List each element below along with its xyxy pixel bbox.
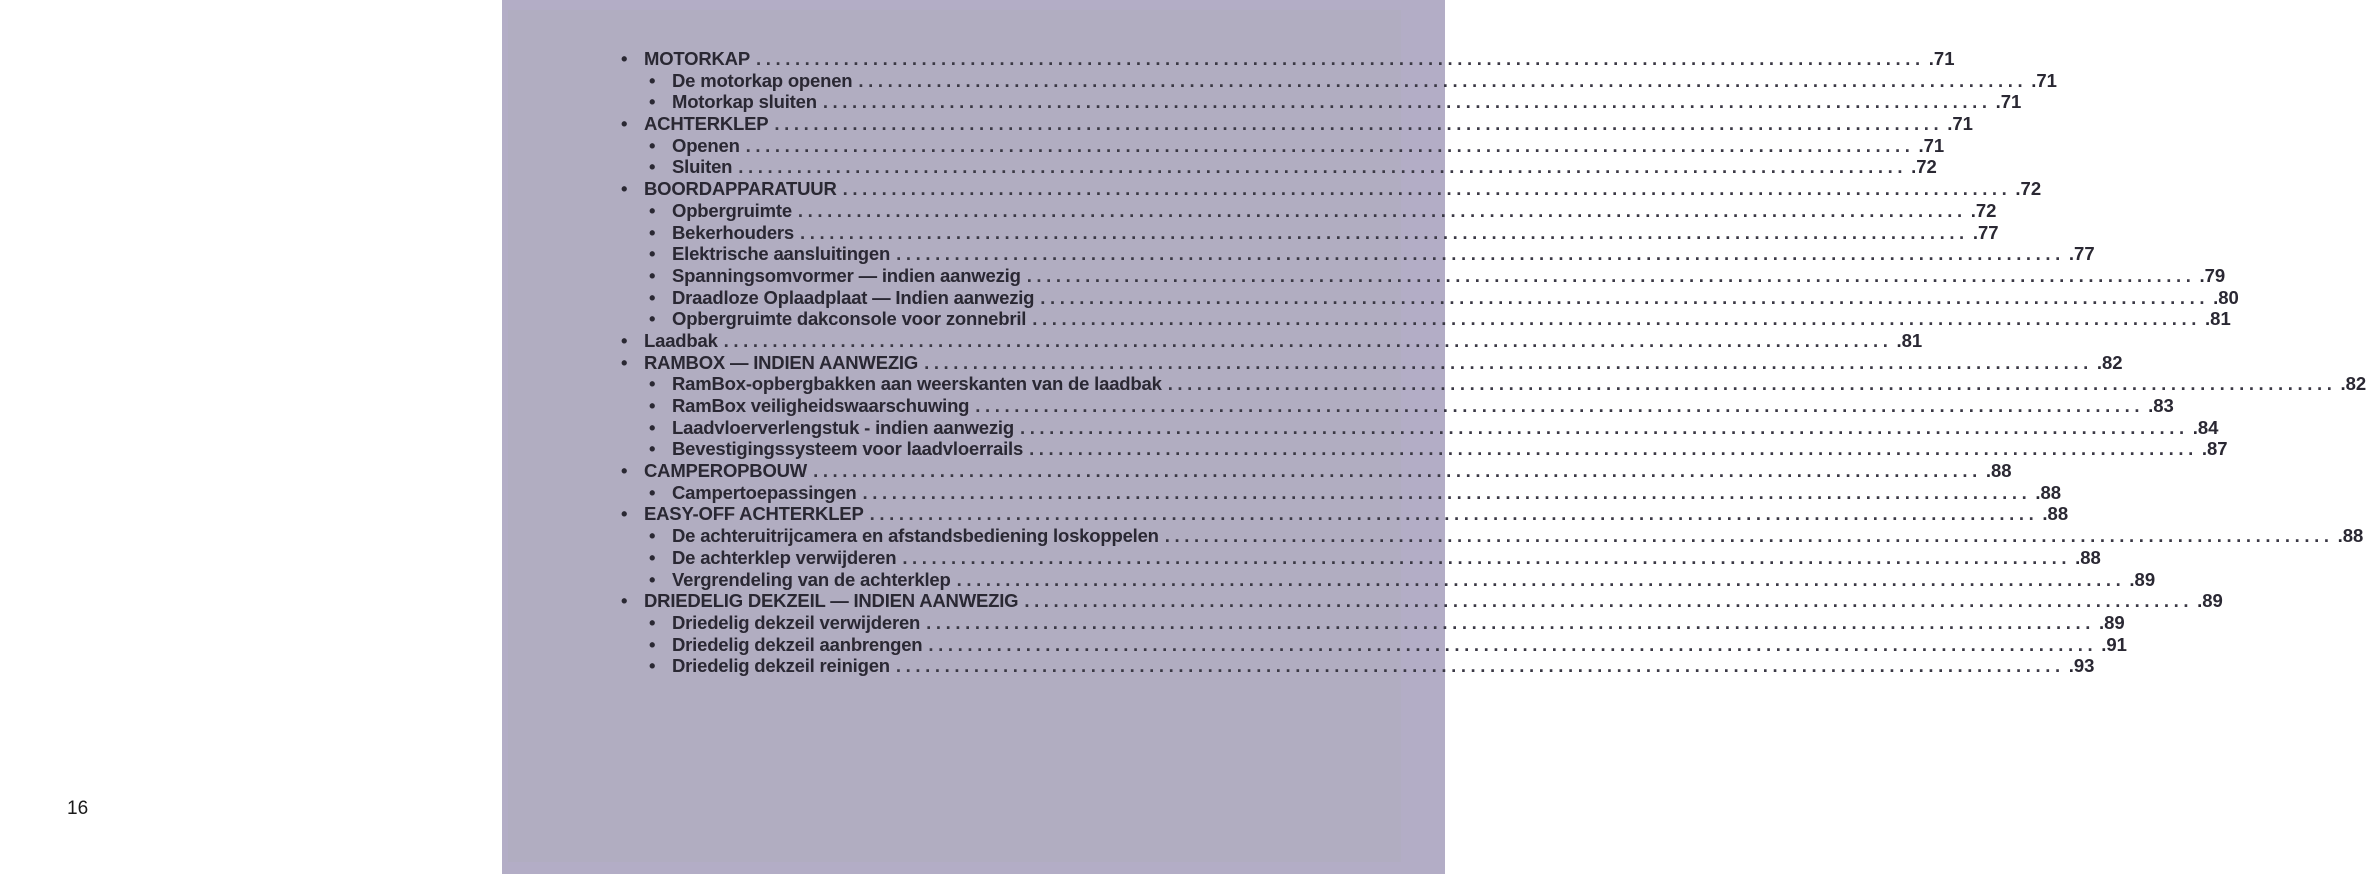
dot-leader: ........................................................................................................................ bbox=[774, 113, 1944, 135]
toc-subentry[interactable] bbox=[617, 481, 2062, 504]
dot-leader: ........................................................................................................................ bbox=[813, 460, 1982, 482]
toc-entry-title: Laadbak bbox=[644, 329, 718, 351]
toc-subentry[interactable] bbox=[617, 373, 2366, 395]
toc-entry-page: .88 bbox=[2035, 481, 2062, 503]
toc-entry-page: .71 bbox=[1918, 134, 1945, 156]
toc-entry-page: .80 bbox=[2213, 286, 2239, 308]
bullet-icon: • bbox=[649, 243, 656, 265]
toc-entry-title: Bevestigingssysteem voor laadvloerrails bbox=[672, 438, 1024, 460]
toc-entry-title: Driedelig dekzeil verwijderen bbox=[672, 611, 921, 633]
page-number: 16 bbox=[67, 798, 89, 819]
toc-entry-page: .82 bbox=[2340, 373, 2366, 395]
bullet-icon: • bbox=[649, 416, 656, 438]
toc-entry-page: .88 bbox=[2337, 525, 2364, 547]
toc-entry-title: DRIEDELIG DEKZEIL — INDIEN AANWEZIG bbox=[644, 590, 1019, 612]
toc-subentry[interactable] bbox=[617, 243, 2095, 265]
toc-entry-page: .91 bbox=[2101, 633, 2127, 655]
toc-subentry[interactable] bbox=[617, 633, 2127, 656]
toc-subentry[interactable] bbox=[617, 199, 1997, 222]
dot-leader: ........................................................................................................................ bbox=[723, 329, 1893, 351]
toc-entry-title: Driedelig dekzeil aanbrengen bbox=[672, 633, 923, 655]
bullet-icon: • bbox=[621, 329, 628, 351]
toc-entry-title: ACHTERKLEP bbox=[644, 113, 769, 135]
toc-subentry[interactable] bbox=[617, 546, 2101, 569]
toc-entry-title: Elektrische aansluitingen bbox=[672, 243, 891, 265]
bullet-icon: • bbox=[649, 568, 656, 590]
toc-entry-page: .87 bbox=[2201, 438, 2228, 460]
bullet-icon: • bbox=[649, 286, 656, 308]
toc-subentry[interactable] bbox=[617, 611, 2125, 634]
toc-entry-page: .71 bbox=[1928, 48, 1955, 69]
toc-entry[interactable] bbox=[617, 178, 2042, 200]
toc-entry-title: Vergrendeling van de achterklep bbox=[672, 568, 951, 590]
toc-entry-title: RAMBOX — INDIEN AANWEZIG bbox=[644, 351, 919, 373]
toc-entry-page: .82 bbox=[2096, 351, 2123, 373]
toc-subentry[interactable] bbox=[617, 655, 2095, 677]
bullet-icon: • bbox=[649, 199, 656, 221]
dot-leader: ........................................................................................................................ bbox=[822, 91, 1992, 113]
toc-subentry[interactable] bbox=[617, 568, 2156, 591]
bullet-icon: • bbox=[649, 221, 656, 243]
toc-entry-title: RamBox-opbergbakken aan weerskanten van de laadbak bbox=[672, 373, 1162, 395]
toc-entry-page: .89 bbox=[2129, 568, 2156, 590]
toc-entry[interactable] bbox=[617, 460, 2012, 482]
bullet-icon: • bbox=[649, 395, 656, 416]
toc-entry[interactable] bbox=[617, 329, 1923, 352]
toc-entry-title: Draadloze Oplaadplaat — Indien aanwezig bbox=[672, 286, 1035, 308]
toc-entry-title: Campertoepassingen bbox=[672, 481, 857, 503]
table-of-contents bbox=[617, 48, 2366, 677]
dot-leader: ........................................................................................................................ bbox=[738, 156, 1908, 178]
dot-leader: ........................................................................................................................ bbox=[1167, 373, 2337, 395]
toc-entry-page: .89 bbox=[2098, 611, 2125, 633]
toc-entry-title: Opbergruimte bbox=[672, 199, 792, 221]
toc-entry-title: Driedelig dekzeil reinigen bbox=[672, 655, 890, 677]
bullet-icon: • bbox=[649, 546, 656, 568]
toc-entry-page: .84 bbox=[2192, 416, 2219, 438]
toc-entry-page: .77 bbox=[2068, 243, 2095, 265]
bullet-icon: • bbox=[649, 91, 656, 113]
toc-entry-page: .71 bbox=[1947, 113, 1973, 135]
toc-entry-page: .93 bbox=[2068, 655, 2095, 677]
dot-leader: ........................................................................................................................ bbox=[895, 655, 2065, 677]
dot-leader: ........................................................................................................................ bbox=[1026, 264, 2196, 286]
toc-entry-page: .88 bbox=[1985, 460, 2012, 482]
toc-entry-title: BOORDAPPARATUUR bbox=[644, 178, 837, 200]
toc-entry-page: .72 bbox=[1911, 156, 1937, 178]
bullet-icon: • bbox=[621, 351, 628, 373]
dot-leader: ........................................................................................................................ bbox=[896, 243, 2065, 265]
toc-entry-title: EASY-OFF ACHTERKLEP bbox=[644, 503, 864, 525]
toc-entry-title: De achteruitrijcamera en afstandsbediening loskoppelen bbox=[672, 525, 1159, 547]
dot-leader: ........................................................................................................................ bbox=[1032, 308, 2202, 330]
toc-entry-page: .71 bbox=[1995, 91, 2022, 113]
dot-leader: ........................................................................................................................ bbox=[755, 48, 1925, 69]
bullet-icon: • bbox=[621, 113, 628, 135]
toc-entry-page: .89 bbox=[2197, 590, 2223, 612]
toc-subentry[interactable] bbox=[617, 69, 2057, 92]
bullet-icon: • bbox=[649, 264, 656, 286]
dot-leader: ........................................................................................................................ bbox=[745, 134, 1915, 156]
dot-leader: ........................................................................................................................ bbox=[1024, 590, 2194, 612]
bullet-icon: • bbox=[649, 134, 656, 156]
bullet-icon: • bbox=[621, 460, 628, 482]
dot-leader: ........................................................................................................................ bbox=[869, 503, 2039, 525]
toc-entry[interactable] bbox=[617, 503, 2069, 525]
toc-subentry[interactable] bbox=[617, 134, 1945, 157]
toc-entry[interactable] bbox=[617, 351, 2123, 374]
toc-subentry[interactable] bbox=[617, 308, 2231, 330]
toc-entry[interactable] bbox=[617, 590, 2223, 612]
toc-subentry[interactable] bbox=[617, 91, 2022, 113]
toc-entry-title: Spanningsomvormer — indien aanwezig bbox=[672, 264, 1021, 286]
toc-entry-page: .71 bbox=[2031, 69, 2057, 91]
toc-entry-page: .77 bbox=[1972, 221, 1999, 243]
toc-subentry[interactable] bbox=[617, 525, 2364, 547]
toc-subentry[interactable] bbox=[617, 438, 2228, 460]
bullet-icon: • bbox=[649, 438, 656, 460]
toc-entry-page: .81 bbox=[1896, 329, 1923, 351]
toc-subentry[interactable] bbox=[617, 221, 1999, 244]
toc-entry[interactable] bbox=[617, 48, 1955, 70]
dot-leader: ........................................................................................................................ bbox=[842, 178, 2012, 200]
dot-leader: ........................................................................................................................ bbox=[1029, 438, 2198, 460]
dot-leader: ........................................................................................................................ bbox=[1164, 525, 2334, 547]
toc-entry-title: De achterklep verwijderen bbox=[672, 546, 897, 568]
toc-entry-title: MOTORKAP bbox=[644, 48, 750, 69]
dot-leader: ........................................................................................................................ bbox=[797, 199, 1967, 221]
bullet-icon: • bbox=[649, 156, 656, 178]
toc-entry-title: RamBox veiligheidswaarschuwing bbox=[672, 395, 970, 416]
dot-leader: ........................................................................................................................ bbox=[924, 351, 2093, 373]
bullet-icon: • bbox=[621, 503, 628, 525]
toc-entry-title: CAMPEROPBOUW bbox=[644, 460, 808, 482]
bullet-icon: • bbox=[649, 481, 656, 503]
toc-entry-page: .88 bbox=[2075, 546, 2101, 568]
bullet-icon: • bbox=[621, 178, 628, 200]
toc-entry-title: Sluiten bbox=[672, 156, 733, 178]
toc-subentry[interactable] bbox=[617, 395, 2174, 417]
toc-subentry[interactable] bbox=[617, 416, 2219, 439]
scanned-toc-panel bbox=[502, 0, 2366, 874]
toc-entry-title: Opbergruimte dakconsole voor zonnebril bbox=[672, 308, 1027, 330]
toc-entry-title: Openen bbox=[672, 134, 740, 156]
toc-subentry[interactable] bbox=[617, 286, 2239, 309]
dot-leader: ........................................................................................................................ bbox=[800, 221, 1969, 243]
toc-entry-page: .72 bbox=[2015, 178, 2042, 200]
dot-leader: ........................................................................................................................ bbox=[1019, 416, 2189, 438]
dot-leader: ........................................................................................................................ bbox=[926, 611, 2095, 633]
toc-entry-page: .83 bbox=[2148, 395, 2174, 416]
toc-entry-title: Bekerhouders bbox=[672, 221, 795, 243]
toc-entry-page: .88 bbox=[2042, 503, 2069, 525]
dot-leader: ........................................................................................................................ bbox=[956, 568, 2126, 590]
bullet-icon: • bbox=[649, 525, 656, 547]
toc-entry-page: .72 bbox=[1970, 199, 1997, 221]
bullet-icon: • bbox=[621, 590, 628, 612]
toc-subentry[interactable] bbox=[617, 264, 2226, 287]
dot-leader: ........................................................................................................................ bbox=[1040, 286, 2210, 308]
toc-subentry[interactable] bbox=[617, 156, 1937, 178]
dot-leader: ........................................................................................................................ bbox=[928, 633, 2098, 655]
toc-entry-title: Laadvloerverlengstuk - indien aanwezig bbox=[672, 416, 1014, 438]
bullet-icon: • bbox=[649, 69, 656, 91]
bullet-icon: • bbox=[649, 611, 656, 633]
bullet-icon: • bbox=[649, 633, 656, 655]
dot-leader: ........................................................................................................................ bbox=[858, 69, 2028, 91]
toc-entry-title: Motorkap sluiten bbox=[672, 91, 817, 113]
dot-leader: ........................................................................................................................ bbox=[902, 546, 2072, 568]
toc-entry-title: De motorkap openen bbox=[672, 69, 853, 91]
dot-leader: ........................................................................................................................ bbox=[975, 395, 2145, 416]
toc-entry-page: .81 bbox=[2205, 308, 2231, 330]
bullet-icon: • bbox=[649, 655, 656, 677]
toc-entry-page: .79 bbox=[2199, 264, 2226, 286]
toc-entry[interactable] bbox=[617, 113, 1973, 135]
dot-leader: ........................................................................................................................ bbox=[862, 481, 2032, 503]
bullet-icon: • bbox=[621, 48, 628, 69]
bullet-icon: • bbox=[649, 308, 656, 330]
bullet-icon: • bbox=[649, 373, 656, 395]
